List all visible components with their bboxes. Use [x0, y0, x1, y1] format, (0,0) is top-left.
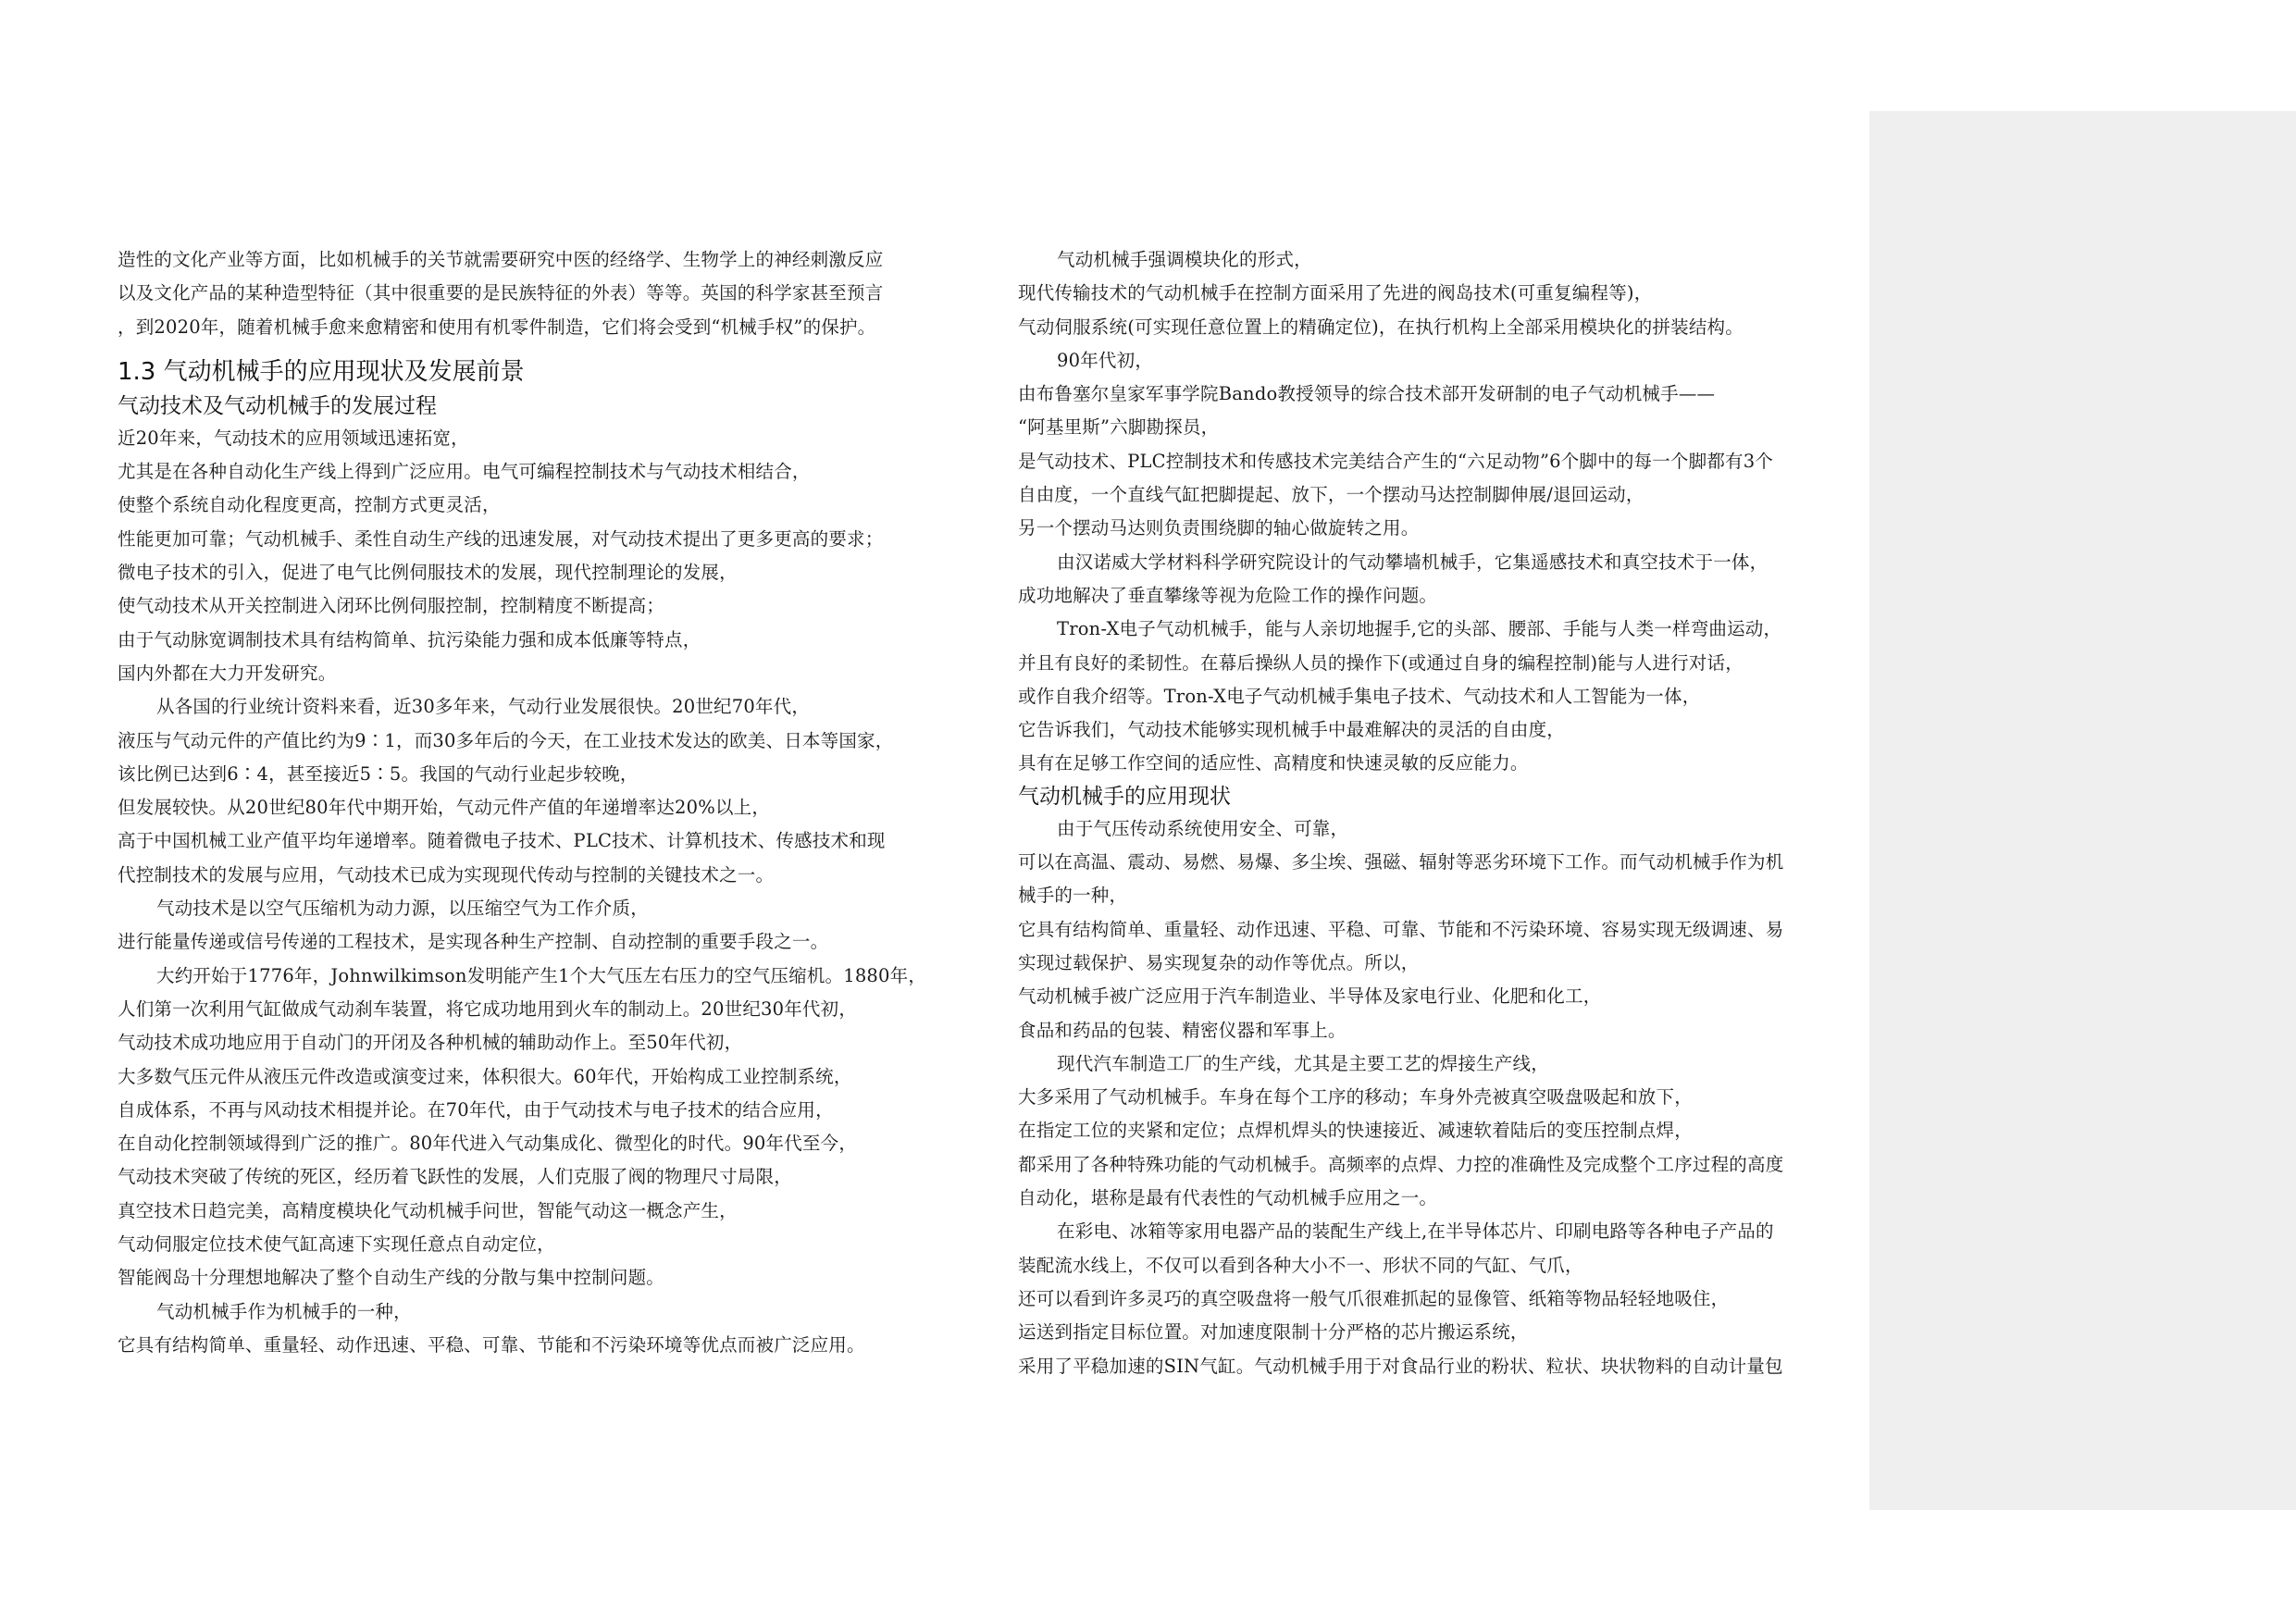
right-text-column	[1018, 243, 1855, 1383]
text-line: 由于气动脉宽调制技术具有结构简单、抗污染能力强和成本低廉等特点，	[118, 628, 701, 650]
gray-side-panel	[1869, 111, 2296, 1510]
text-line: “阿基里斯”六脚勘探员，	[1018, 416, 1220, 439]
text-line: 运送到指定目标位置。对加速度限制十分严格的芯片搬运系统，	[1018, 1321, 1529, 1344]
text-line: 实现过载保护、易实现复杂的动作等优点。所以，	[1018, 951, 1420, 973]
text-line: 代控制技术的发展与应用，气动技术已成为实现现代传动与控制的关键技术之一。	[118, 863, 775, 886]
text-line: 还可以看到许多灵巧的真空吸盘将一般气爪很难抓起的显像管、纸箱等物品轻轻地吸住，	[1018, 1287, 1730, 1309]
text-line: 大多采用了气动机械手。车身在每个工序的移动；车身外壳被真空吸盘吸起和放下，	[1018, 1086, 1693, 1109]
left-text-column	[118, 243, 964, 1362]
text-line: 自动化，堪称是最有代表性的气动机械手应用之一。	[1018, 1187, 1438, 1209]
text-line: 由布鲁塞尔皇家军事学院Bando教授领导的综合技术部开发研制的电子气动机械手——	[1018, 383, 1716, 405]
text-line: 性能更加可靠；气动机械手、柔性自动生产线的迅速发展，对气动技术提出了更多更高的要求；	[118, 527, 884, 550]
text-line: 都采用了各种特殊功能的气动机械手。高频率的点焊、力控的准确性及完成整个工序过程的高度	[1018, 1153, 1784, 1175]
text-line: 以及文化产品的某种造型特征（其中很重要的是民族特征的外表）等等。英国的科学家甚至预言	[118, 282, 884, 304]
text-line: 尤其是在各种自动化生产线上得到广泛应用。电气可编程控制技术与气动技术相结合，	[118, 461, 811, 483]
text-line: 它告诉我们，气动技术能够实现机械手中最难解决的灵活的自由度，	[1018, 719, 1566, 741]
text-line: 自成体系，不再与风动技术相提并论。在70年代，由于气动技术与电子技术的结合应用，	[118, 1098, 834, 1121]
text-line: 自由度，一个直线气缸把脚提起、放下，一个摆动马达控制脚伸展/退回运动，	[1018, 484, 1644, 506]
text-line: 高于中国机械工业产值平均年递增率。随着微电子技术、PLC技术、计算机技术、传感技术和现	[118, 830, 886, 852]
intro-paragraph	[118, 243, 964, 344]
text-line: 微电子技术的引入，促进了电气比例伺服技术的发展，现代控制理论的发展，	[118, 562, 738, 584]
text-line: 在指定工位的夹紧和定位；点焊机焊头的快速接近、减速软着陆后的变压控制点焊，	[1018, 1120, 1693, 1142]
text-line: 它具有结构简单、重量轻、动作迅速、平稳、可靠、节能和不污染环境、容易实现无级调速、易	[1018, 918, 1784, 940]
text-line: 真空技术日趋完美，高精度模块化气动机械手问世，智能气动这一概念产生，	[118, 1199, 738, 1221]
text-line: 智能阀岛十分理想地解决了整个自动生产线的分散与集中控制问题。	[118, 1267, 665, 1289]
text-line: 另一个摆动马达则负责围绕脚的轴心做旋转之用。	[1018, 517, 1420, 539]
text-line: 大多数气压元件从液压元件改造或演变过来，体积很大。60年代，开始构成工业控制系统，	[118, 1065, 852, 1087]
modular-development-text	[1018, 243, 1855, 781]
text-line: 由汉诺威大学材料科学研究院设计的气动攀墙机械手，它集遥感技术和真空技术于一体，	[1057, 551, 1769, 573]
history-body-text	[118, 422, 964, 1362]
text-line: 90年代初，	[1057, 349, 1154, 371]
text-line: 气动伺服系统(可实现任意位置上的精确定位)，在执行机构上全部采用模块化的拼装结构。	[1018, 316, 1744, 338]
text-line: 食品和药品的包装、精密仪器和军事上。	[1018, 1019, 1347, 1041]
application-body-text	[1018, 812, 1855, 1383]
text-line: 人们第一次利用气缸做成气动刹车装置，将它成功地用到火车的制动上。20世纪30年代初，	[118, 997, 858, 1020]
text-line: 气动技术是以空气压缩机为动力源，以压缩空气为工作介质，	[156, 898, 649, 920]
text-line: 具有在足够工作空间的适应性、高精度和快速灵敏的反应能力。	[1018, 752, 1529, 774]
text-line: 并且有良好的柔韧性。在幕后操纵人员的操作下(或通过自身的编程控制)能与人进行对话，	[1018, 651, 1744, 674]
text-line: ，到2020年，随着机械手愈来愈精密和使用有机零件制造，它们将会受到“机械手权”的保护。	[118, 316, 876, 338]
subsection-heading-application: 气动机械手的应用现状	[1018, 784, 1231, 809]
text-line: 采用了平稳加速的SIN气缸。气动机械手用于对食品行业的粉状、粒状、块状物料的自动计量包	[1018, 1355, 1783, 1377]
text-line: 国内外都在大力开发研究。	[118, 662, 337, 684]
subsection-heading-history: 气动技术及气动机械手的发展过程	[118, 393, 437, 418]
text-line: 气动伺服定位技术使气缸高速下实现任意点自动定位，	[118, 1233, 555, 1256]
text-line: 液压与气动元件的产值比约为9∶1，而30多年后的今天，在工业技术发达的欧美、日本等国家，	[118, 729, 894, 751]
text-line: 它具有结构简单、重量轻、动作迅速、平稳、可靠、节能和不污染环境等优点而被广泛应用。	[118, 1333, 865, 1356]
text-line: 但发展较快。从20世纪80年代中期开始，气动元件产值的年递增率达20%以上，	[118, 797, 771, 819]
text-line: 是气动技术、PLC控制技术和传感技术完美结合产生的“六足动物”6个脚中的每一个脚都有3个	[1018, 450, 1774, 472]
text-line: 气动机械手作为机械手的一种，	[156, 1300, 412, 1322]
text-line: 成功地解决了垂直攀缘等视为危险工作的操作问题。	[1018, 584, 1438, 606]
text-line: 使整个系统自动化程度更高，控制方式更灵活，	[118, 494, 501, 516]
text-line: Tron-X电子气动机械手，能与人亲切地握手,它的头部、腰部、手能与人类一样弯曲运动，	[1057, 618, 1782, 640]
text-line: 现代汽车制造工厂的生产线，尤其是主要工艺的焊接生产线，	[1057, 1052, 1549, 1074]
text-line: 气动机械手强调模块化的形式，	[1057, 249, 1312, 270]
text-line: 装配流水线上，不仅可以看到各种大小不一、形状不同的气缸、气爪，	[1018, 1254, 1583, 1276]
text-line: 可以在高温、震动、易燃、易爆、多尘埃、强磁、辐射等恶劣环境下工作。而气动机械手作为机	[1018, 851, 1784, 873]
text-line: 由于气压传动系统使用安全、可靠，	[1057, 817, 1349, 839]
text-line: 进行能量传递或信号传递的工程技术，是实现各种生产控制、自动控制的重要手段之一。	[118, 931, 829, 953]
text-line: 近20年来，气动技术的应用领域迅速拓宽，	[118, 427, 469, 449]
text-line: 或作自我介绍等。Tron-X电子气动机械手集电子技术、气动技术和人工智能为一体，	[1018, 685, 1701, 707]
text-line: 使气动技术从开关控制进入闭环比例伺服控制，控制精度不断提高；	[118, 595, 665, 617]
text-line: 气动技术突破了传统的死区，经历着飞跃性的发展，人们克服了阀的物理尺寸局限，	[118, 1166, 792, 1188]
text-line: 造性的文化产业等方面，比如机械手的关节就需要研究中医的经络学、生物学上的神经刺激反应	[118, 249, 884, 270]
text-line: 现代传输技术的气动机械手在控制方面采用了先进的阀岛技术(可重复编程等)，	[1018, 282, 1653, 304]
text-line: 在自动化控制领域得到广泛的推广。80年代进入气动集成化、微型化的时代。90年代至今，	[118, 1133, 858, 1155]
text-line: 气动技术成功地应用于自动门的开闭及各种机械的辅助动作上。至50年代初，	[118, 1032, 743, 1054]
text-line: 在彩电、冰箱等家用电器产品的装配生产线上,在半导体芯片、印刷电路等各种电子产品的	[1057, 1220, 1774, 1243]
text-line: 该比例已达到6∶4，甚至接近5∶5。我国的气动行业起步较晚，	[118, 762, 639, 785]
text-line: 大约开始于1776年，Johnwilkimson发明能产生1个大气压左右压力的空气压缩机。1880年，	[156, 964, 927, 986]
section-heading: 1.3 气动机械手的应用现状及发展前景	[118, 357, 525, 386]
text-line: 械手的一种，	[1018, 885, 1128, 907]
text-line: 气动机械手被广泛应用于汽车制造业、半导体及家电行业、化肥和化工，	[1018, 985, 1602, 1008]
text-line: 从各国的行业统计资料来看，近30多年来，气动行业发展很快。20世纪70年代，	[156, 696, 811, 718]
